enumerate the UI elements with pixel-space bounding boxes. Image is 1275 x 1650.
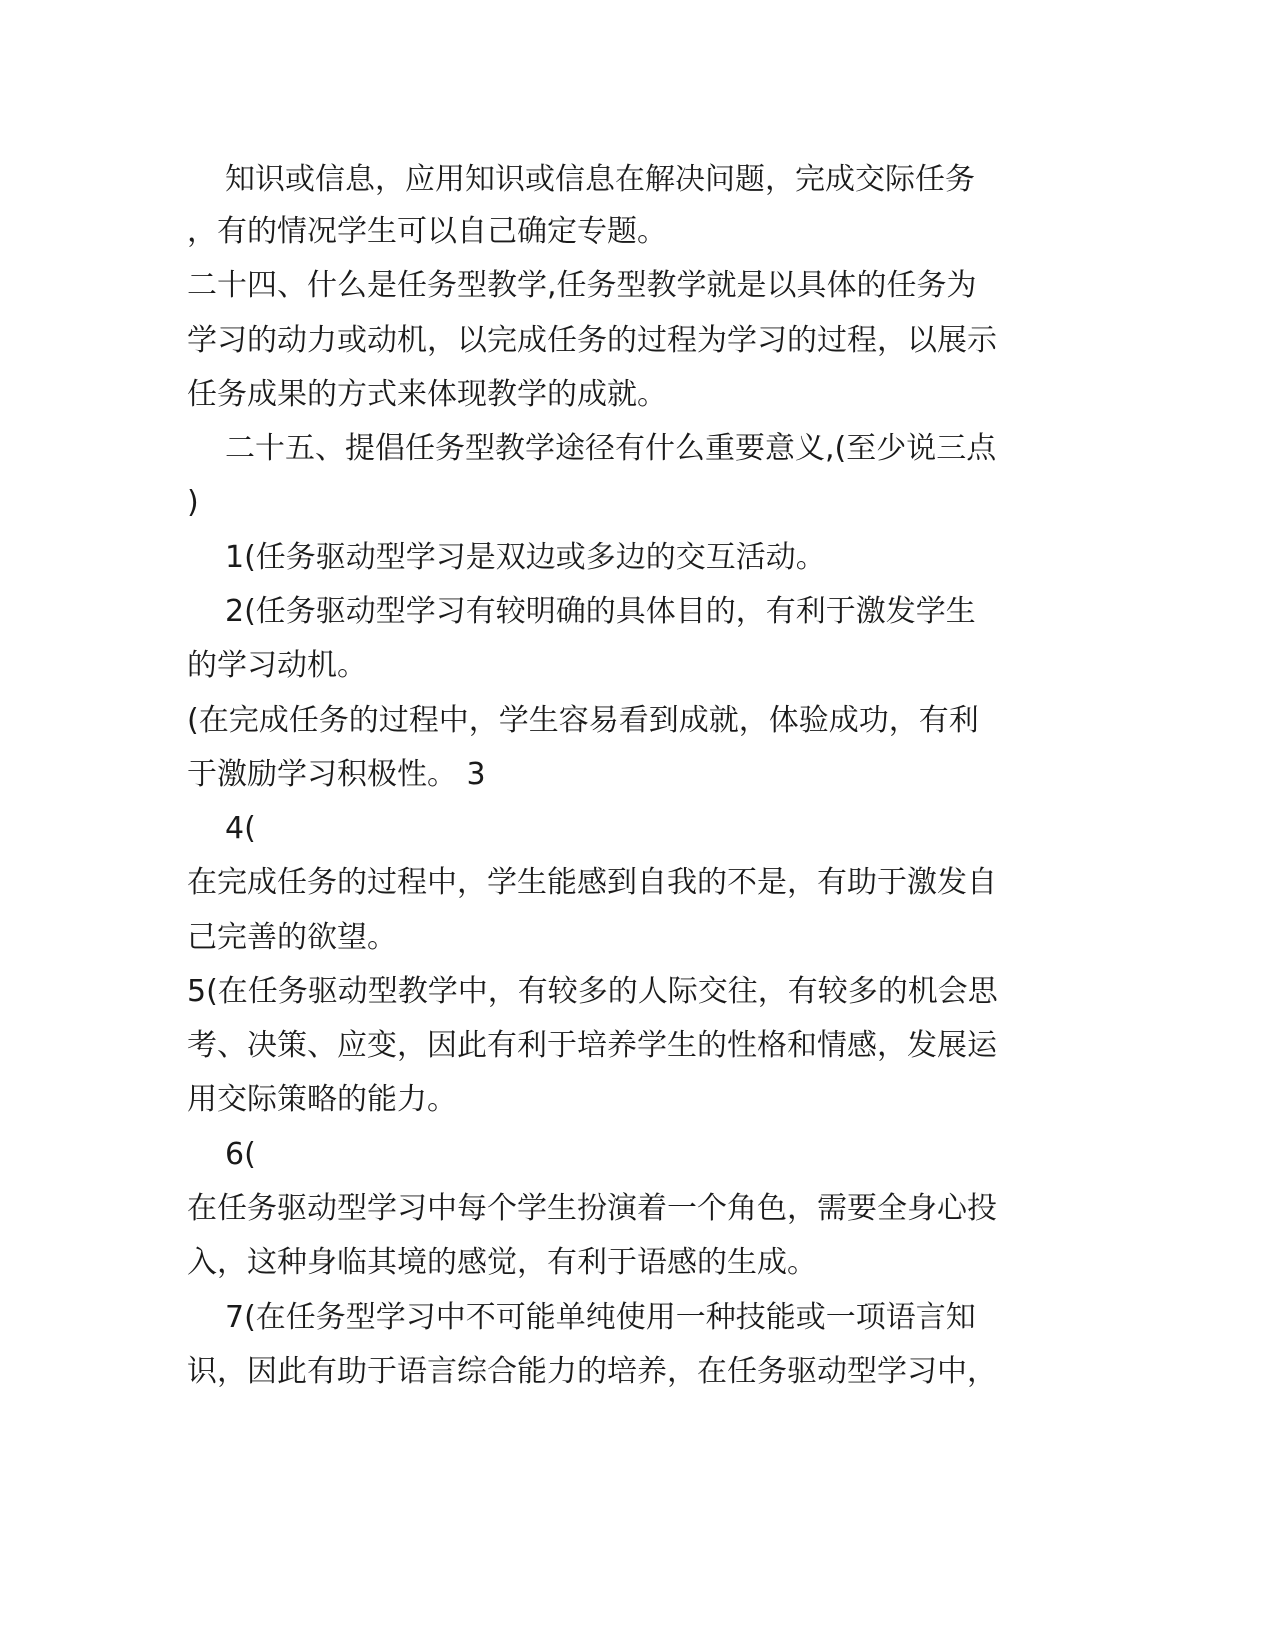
text-line: ) [187,485,199,520]
text-line: 1(任务驱动型学习是双边或多边的交互活动。 [225,540,826,575]
text-line: 于激励学习积极性。 3 [187,757,486,792]
text-line: 在任务驱动型学习中每个学生扮演着一个角色，需要全身心投 [187,1191,997,1226]
text-line: 二十五、提倡任务型教学途径有什么重要意义,(至少说三点 [225,431,997,466]
text-line: ，有的情况学生可以自己确定专题。 [187,214,667,249]
text-line: 知识或信息，应用知识或信息在解决问题，完成交际任务 [225,162,975,197]
text-line: (在完成任务的过程中，学生容易看到成就，体验成功，有利 [187,703,979,738]
text-line: 二十四、什么是任务型教学,任务型教学就是以具体的任务为 [187,268,977,303]
text-line: 学习的动力或动机，以完成任务的过程为学习的过程，以展示 [187,323,997,358]
text-line: 考、决策、应变，因此有利于培养学生的性格和情感，发展运 [187,1028,997,1063]
text-line: 6( [225,1137,256,1172]
text-line: 入，这种身临其境的感觉，有利于语感的生成。 [187,1245,817,1280]
text-line: 任务成果的方式来体现教学的成就。 [187,377,667,412]
text-line: 的学习动机。 [187,648,367,683]
text-line: 5(在任务驱动型教学中，有较多的人际交往，有较多的机会思 [187,974,998,1009]
text-line: 在完成任务的过程中，学生能感到自我的不是，有助于激发自 [187,865,997,900]
text-line: 己完善的欲望。 [187,920,397,955]
text-line: 7(在任务型学习中不可能单纯使用一种技能或一项语言知 [225,1300,976,1335]
text-line: 用交际策略的能力。 [187,1082,457,1117]
text-line: 4( [225,811,256,846]
text-line: 识，因此有助于语言综合能力的培养，在任务驱动型学习中， [187,1354,997,1389]
text-line: 2(任务驱动型学习有较明确的具体目的，有利于激发学生 [225,594,976,629]
